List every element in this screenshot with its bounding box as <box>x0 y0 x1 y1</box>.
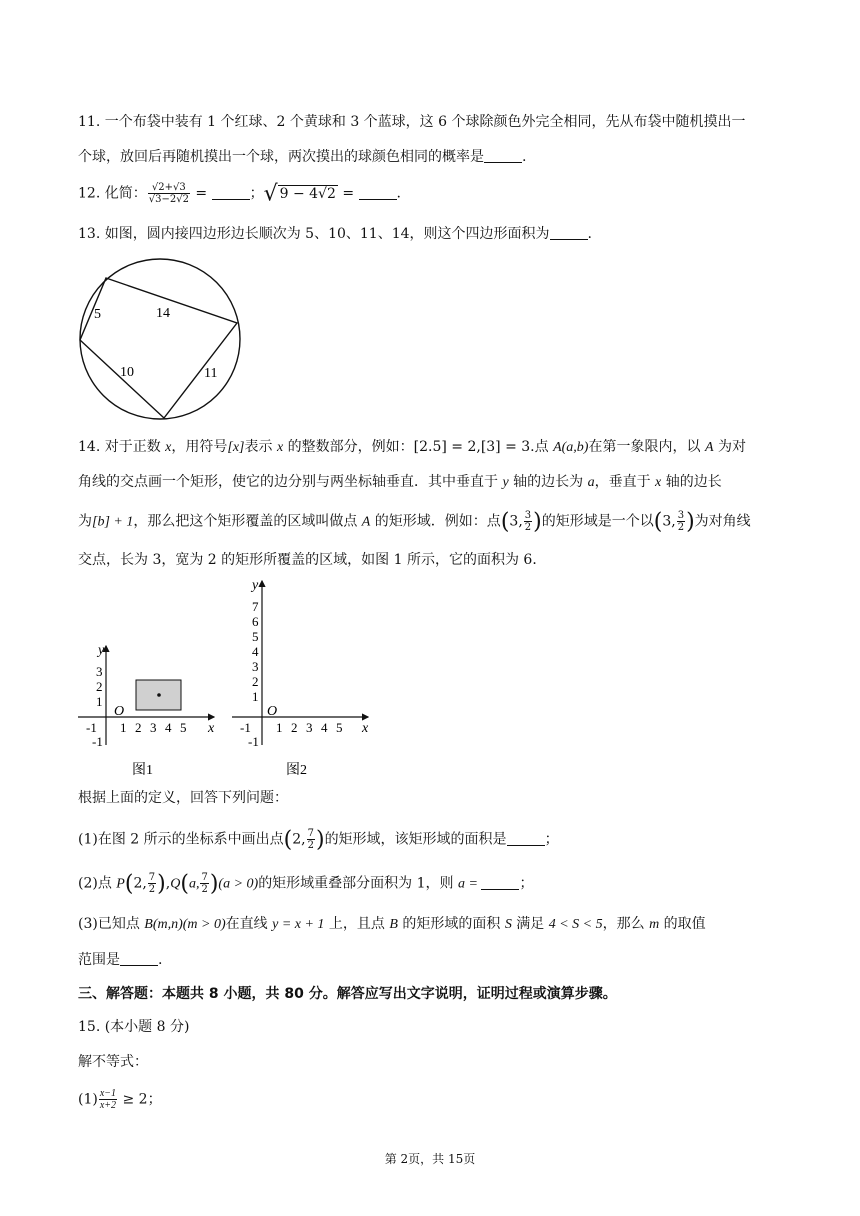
answer-blank <box>359 185 397 200</box>
q11-line1: 11. 一个布袋中装有 1 个红球、2 个黄球和 3 个蓝球，这 6 个球除颜色外完全相同，先从布袋中随机摸出一 <box>78 114 746 130</box>
svg-text:3: 3 <box>306 720 313 735</box>
side-label-14: 14 <box>156 306 170 321</box>
svg-text:图2: 图2 <box>286 763 307 778</box>
svg-text:2: 2 <box>291 720 298 735</box>
q15-part1: (1) $\frac{x-1}{x+2}$ ≥ 2； <box>78 1088 162 1111</box>
svg-text:1: 1 <box>252 689 259 704</box>
cyclic-quadrilateral-figure <box>76 257 248 423</box>
q14-line3: 为[b] + 1，那么把这个矩形覆盖的区域叫做点 A 的矩形域．例如：点(3, $\frac{3}{2}$ )的矩形域是一个以(3, $\frac{3}{2}$ )为对角线 <box>78 509 751 535</box>
answer-blank <box>484 148 522 163</box>
answer-blank <box>507 831 545 846</box>
q14-line2: 角线的交点画一个矩形，使它的边分别与两坐标轴垂直．其中垂直于 y 轴的边长为 a，垂直于 x 轴的边长 <box>78 474 722 490</box>
svg-text:1: 1 <box>276 720 283 735</box>
side-label-11: 11 <box>204 366 218 381</box>
q11-line2: 个球，放回后再随机摸出一个球，两次摸出的球颜色相同的概率是 . <box>78 149 527 165</box>
section-3-heading: 三、解答题：本题共 8 小题，共 80 分。解答应写出文字说明，证明过程或演算步骤。 <box>78 986 617 1002</box>
svg-text:-1: -1 <box>92 734 103 749</box>
q14-part1: (1)在图 2 所示的坐标系中画出点(2, $\frac{7}{2}$ )的矩形域，该矩形域的面积是 ； <box>78 827 559 853</box>
q14-line4: 交点，长为 3，宽为 2 的矩形所覆盖的区域，如图 1 所示，它的面积为 6． <box>78 552 547 568</box>
svg-text:2: 2 <box>252 674 259 689</box>
answer-blank <box>481 875 519 890</box>
svg-text:3: 3 <box>150 720 157 735</box>
q12-line: 12. 化简： $\frac{√2+√3}{√3-2√2}$ = ；√ 9 − 4√2 = . <box>78 181 401 207</box>
svg-text:1: 1 <box>96 694 103 709</box>
svg-text:2: 2 <box>96 679 103 694</box>
svg-text:y: y <box>98 643 105 658</box>
q14-intro: 根据上面的定义，回答下列问题： <box>78 790 288 806</box>
svg-text:-1: -1 <box>86 720 97 735</box>
svg-text:6: 6 <box>252 614 259 629</box>
figure-2-coordinate-system <box>230 575 375 780</box>
svg-text:3: 3 <box>252 659 259 674</box>
svg-text:5: 5 <box>336 720 343 735</box>
svg-text:1: 1 <box>120 720 127 735</box>
svg-text:x: x <box>362 721 369 736</box>
q14-part3-line1: (3)已知点 B(m,n)(m > 0)在直线 y = x + 1 上，且点 B 的矩形域的面积 S 满足 4 < S < 5，那么 m 的取值 <box>78 916 706 932</box>
figure-1-coordinate-system <box>76 640 221 780</box>
svg-text:O: O <box>114 704 125 719</box>
q15-fraction: $\frac{x-1}{x+2}$ <box>99 1088 117 1111</box>
svg-text:4: 4 <box>321 720 328 735</box>
q15-title: 15. (本小题 8 分) <box>78 1019 190 1035</box>
svg-text:图1: 图1 <box>132 763 153 778</box>
answer-blank <box>550 225 588 240</box>
svg-text:-1: -1 <box>248 734 259 749</box>
q14-part3-line2: 范围是 . <box>78 952 163 968</box>
q12-fraction: $\frac{√2+√3}{√3-2√2}$ <box>148 182 189 205</box>
svg-text:3: 3 <box>96 664 103 679</box>
q14-part2: (2)点 P(2, $\frac{7}{2}$ ),Q(a, $\frac{7}{2}$ )(a > 0)的矩形域重叠部分面积为 1，则 a = ； <box>78 871 534 897</box>
answer-blank <box>212 185 250 200</box>
svg-text:2: 2 <box>135 720 142 735</box>
page-footer: 第 2页，共 15页 <box>384 1152 476 1166</box>
svg-text:x: x <box>208 721 215 736</box>
side-label-10: 10 <box>120 365 134 380</box>
answer-blank <box>120 951 158 966</box>
svg-text:-1: -1 <box>240 720 251 735</box>
side-label-5: 5 <box>94 307 101 322</box>
q13-line: 13. 如图，圆内接四边形边长顺次为 5、10、11、14，则这个四边形面积为 . <box>78 226 592 242</box>
svg-text:4: 4 <box>165 720 172 735</box>
svg-text:5: 5 <box>180 720 187 735</box>
svg-text:y: y <box>252 578 259 593</box>
q15-instruction: 解不等式： <box>78 1054 148 1070</box>
svg-text:5: 5 <box>252 629 259 644</box>
q14-line1: 14. 对于正数 x，用符号[x]表示 x 的整数部分，例如：[2.5] = 2,[3] = 3.点 A(a,b)在第一象限内，以 A 为对 <box>78 439 746 455</box>
svg-text:7: 7 <box>252 599 259 614</box>
svg-text:O: O <box>267 704 278 719</box>
svg-text:4: 4 <box>252 644 259 659</box>
